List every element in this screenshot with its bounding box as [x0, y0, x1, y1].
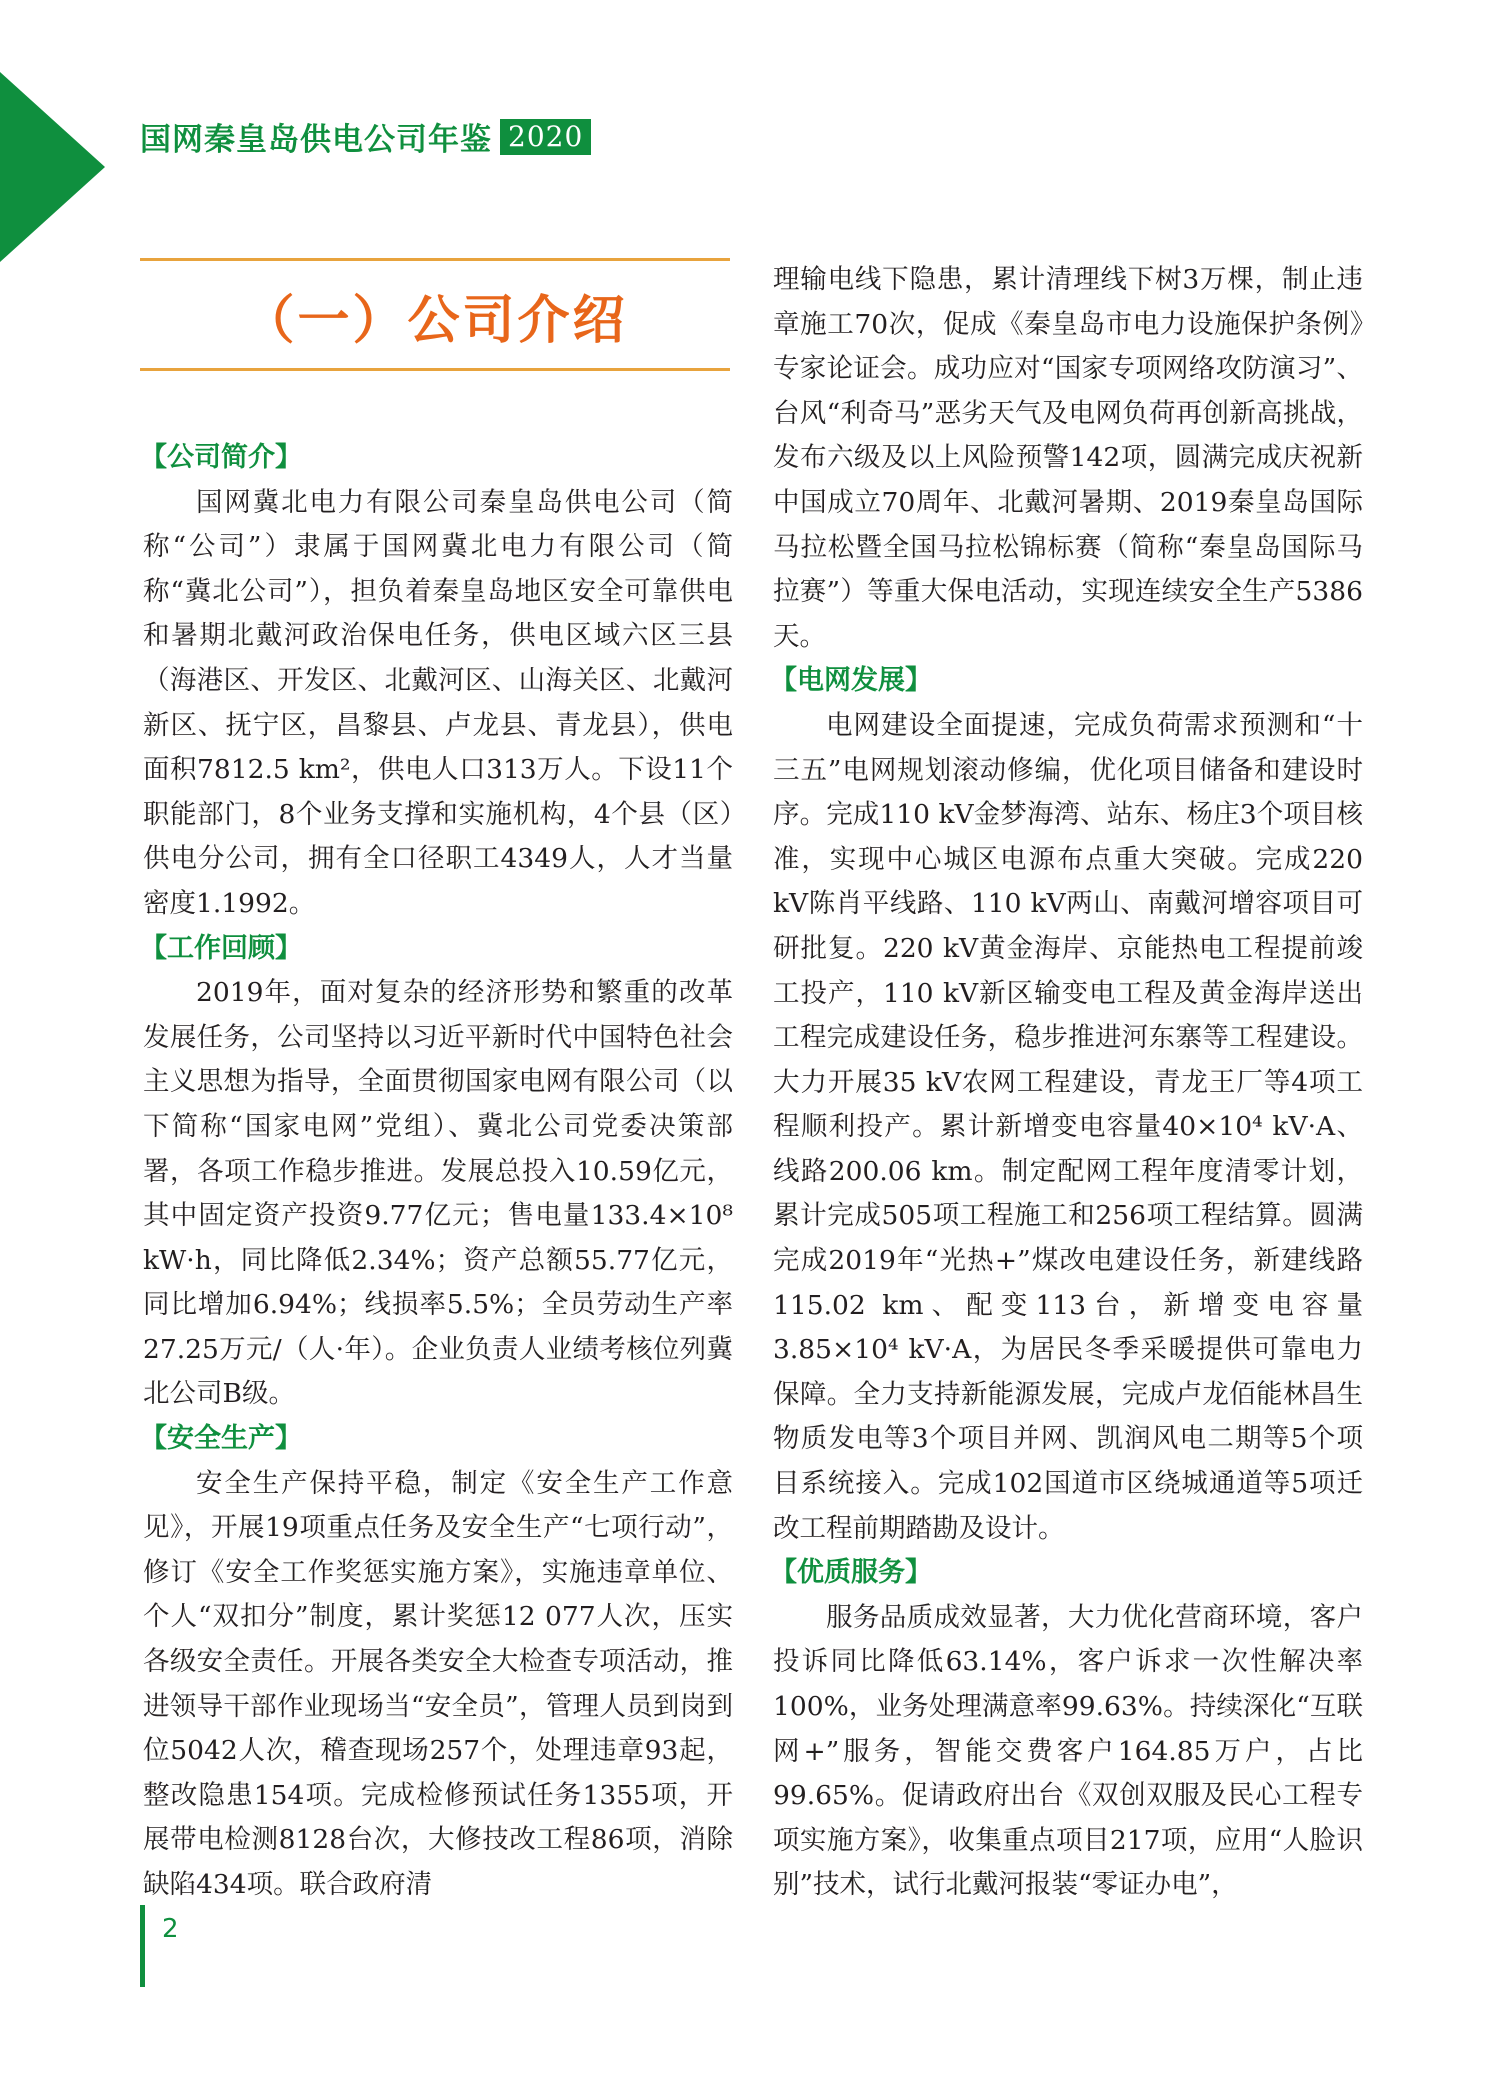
subheading-grid-development: 【电网发展】: [770, 665, 932, 697]
page-number: 2: [162, 1914, 179, 1944]
right-column: [770, 258, 1363, 1908]
section-title: （一）公司介绍: [242, 291, 628, 351]
header-year: 2020: [500, 119, 591, 155]
paragraph-quality-service: 服务品质成效显著，大力优化营商环境，客户投诉同比降低63.14%，客户诉求一次性解决率100%，业务处理满意率99.63%。持续深化“互联网+”服务，智能交费客户164.85万户，占比99.65%。促请政府出台《双创双服及民心工程专项实施方案》，收集重点项目217项，应用“人脸识别”技术，试行北戴河报装“零证办电”，: [773, 1601, 1363, 1901]
paragraph-safety-continued: 理输电线下隐患，累计清理线下树3万棵，制止违章施工70次，促成《秦皇岛市电力设施保护条例》专家论证会。成功应对“国家专项网络攻防演习”、台风“利奇马”恶劣天气及电网负荷再创新高挑战，发布六级及以上风险预警142项，圆满完成庆祝新中国成立70周年、北戴河暑期、2019秦皇岛国际马拉松暨全国马拉松锦标赛（简称“秦皇岛国际马拉赛”）等重大保电活动，实现连续安全生产5386天。: [773, 264, 1363, 652]
paragraph-safety: 安全生产保持平稳，制定《安全生产工作意见》，开展19项重点任务及安全生产“七项行动”，修订《安全工作奖惩实施方案》，实施违章单位、个人“双扣分”制度，累计奖惩12 077人次，压实各级安全责任。开展各类安全大检查专项活动，推进领导干部作业现场当“安全员”，管理人员到岗到位5042人次，稽查现场257个，处理违章93起，整改隐患154项。完成检修预试任务1355项，开展带电检测8128台次，大修技改工程86项，消除缺陷434项。联合政府清: [143, 1467, 733, 1900]
header-title: 国网秦皇岛供电公司年鉴: [140, 122, 492, 158]
section-rule-bottom: [140, 368, 730, 371]
left-column: [140, 436, 733, 1908]
footer-bar: [140, 1905, 145, 1987]
paragraph-work-review: 2019年，面对复杂的经济形势和繁重的改革发展任务，公司坚持以习近平新时代中国特色社会主义思想为指导，全面贯彻国家电网有限公司（以下简称“国家电网”党组）、冀北公司党委决策部署，各项工作稳步推进。发展总投入10.59亿元，其中固定资产投资9.77亿元；售电量133.4×10⁸ kW·h，同比降低2.34%；资产总额55.77亿元，同比增加6.94%；线损率5.5%；全员劳动生产率27.25万元/（人·年）。企业负责人业绩考核位列冀北公司B级。: [143, 977, 733, 1410]
subheading-quality-service: 【优质服务】: [770, 1557, 932, 1589]
subheading-work-review: 【工作回顾】: [140, 932, 302, 964]
subheading-safety: 【安全生产】: [140, 1423, 302, 1455]
paragraph-company-profile: 国网冀北电力有限公司秦皇岛供电公司（简称“公司”）隶属于国网冀北电力有限公司（简称“冀北公司”），担负着秦皇岛地区安全可靠供电和暑期北戴河政治保电任务，供电区域六区三县（海港区、开发区、北戴河区、山海关区、北戴河新区、抚宁区，昌黎县、卢龙县、青龙县），供电面积7812.5 km²，供电人口313万人。下设11个职能部门，8个业务支撑和实施机构，4个县（区）供电分公司，拥有全口径职工4349人，人才当量密度1.1992。: [143, 486, 733, 919]
section-rule-top: [140, 258, 730, 261]
corner-triangle: [0, 72, 105, 262]
running-header: [140, 114, 591, 159]
subheading-company-profile: 【公司简介】: [140, 442, 302, 473]
paragraph-grid-development: 电网建设全面提速，完成负荷需求预测和“十三五”电网规划滚动修编，优化项目储备和建设时序。完成110 kV金梦海湾、站东、杨庄3个项目核准，实现中心城区电源布点重大突破。完成220 kV陈肖平线路、110 kV两山、南戴河增容项目可研批复。220 kV黄金海岸、京能热电工程提前竣工投产，110 kV新区输变电工程及黄金海岸送出工程完成建设任务，稳步推进河东寨等工程建设。大力开展35 kV农网工程建设，青龙王厂等4项工程顺利投产。累计新增变电容量40×10⁴ kV·A、线路200.06 km。制定配网工程年度清零计划，累计完成505项工程施工和256项工程结算。圆满完成2019年“光热+”煤改电建设任务，新建线路115.02 km、配变113台，新增变电容量3.85×10⁴ kV·A，为居民冬季采暖提供可靠电力保障。全力支持新能源发展，完成卢龙佰能林昌生物质发电等3个项目并网、凯润风电二期等5个项目系统接入。完成102国道市区绕城通道等5项迁改工程前期踏勘及设计。: [773, 709, 1363, 1544]
